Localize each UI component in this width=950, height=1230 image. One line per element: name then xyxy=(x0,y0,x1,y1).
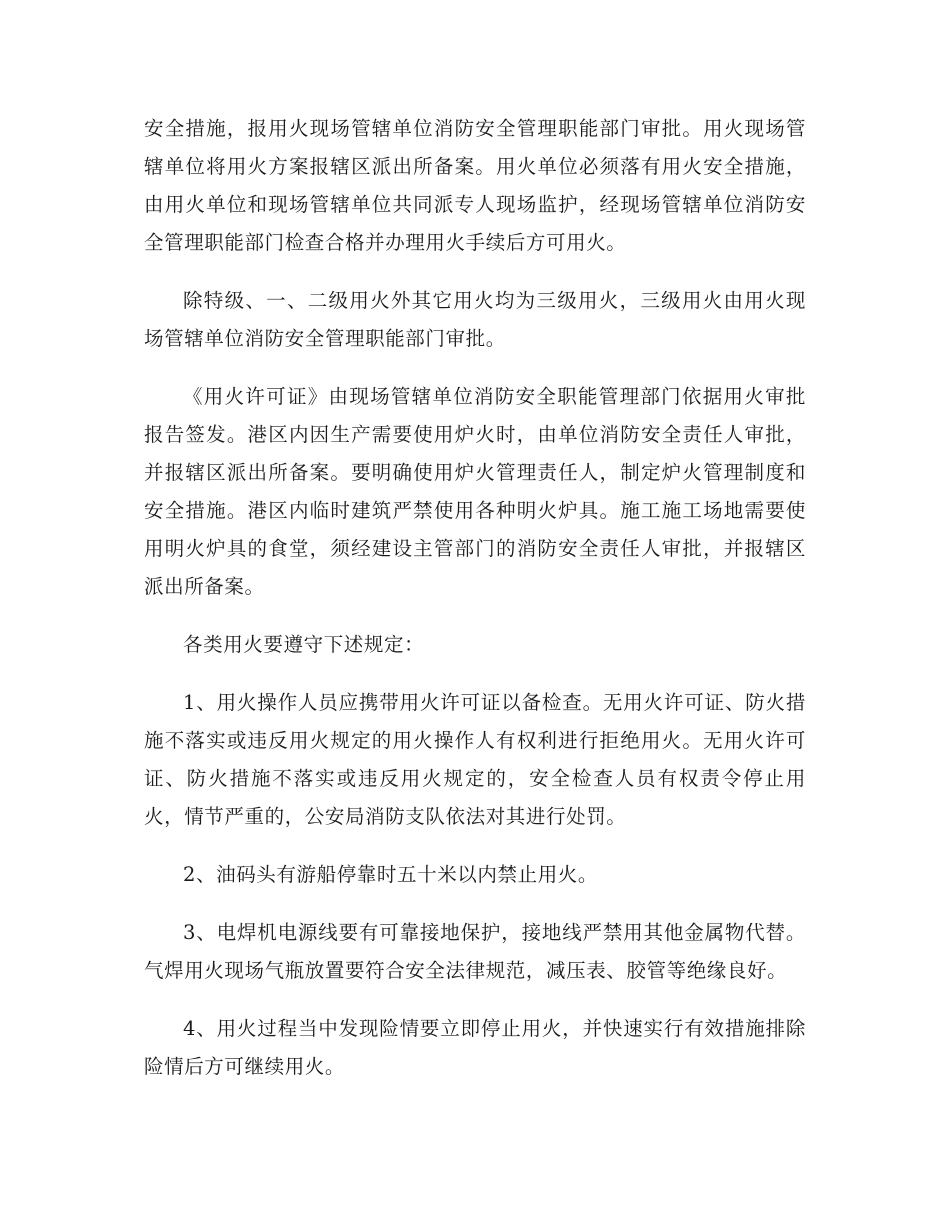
paragraph-fire-permit: 《用火许可证》由现场管辖单位消防安全职能管理部门依据用火审批报告签发。港区内因生产需要使用炉火时，由单位消防安全责任人审批，并报辖区派出所备案。要明确使用炉火管理责任人，制定炉火管理制度和安全措施。港区内临时建筑严禁使用各种明火炉具。施工施工场地需要使用明火炉具的食堂，须经建设主管部门的消防安全责任人审批，并报辖区派出所备案。 xyxy=(144,385,806,598)
rule-item-1: 1、用火操作人员应携带用火许可证以备检查。无用火许可证、防火措施不落实或违反用火规定的用火操作人有权利进行拒绝用火。无用火许可证、防火措施不落实或违反用火规定的，安全检查人员有权责令停止用火，情节严重的，公安局消防支队依法对其进行处罚。 xyxy=(144,691,806,828)
paragraph-continuation: 安全措施，报用火现场管辖单位消防安全管理职能部门审批。用火现场管辖单位将用火方案报辖区派出所备案。用火单位必须落有用火安全措施，由用火单位和现场管辖单位共同派专人现场监护，经现场管辖单位消防安全管理职能部门检查合格并办理用火手续后方可用火。 xyxy=(144,117,806,254)
rule-item-3: 3、电焊机电源线要有可靠接地保护，接地线严禁用其他金属物代替。气焊用火现场气瓶放置要符合安全法律规范，减压表、胶管等绝缘良好。 xyxy=(144,921,806,982)
rule-item-2: 2、油码头有游船停靠时五十米以内禁止用火。 xyxy=(183,863,599,886)
paragraph-level-three-fire: 除特级、一、二级用火外其它用火均为三级用火，三级用火由用火现场管辖单位消防安全管理职能部门审批。 xyxy=(144,289,806,350)
rule-item-4: 4、用火过程当中发现险情要立即停止用火，并快速实行有效措施排除险情后方可继续用火。 xyxy=(144,1017,806,1078)
paragraph-rules-intro: 各类用火要遵守下述规定： xyxy=(183,633,425,656)
document-body xyxy=(144,110,806,1106)
